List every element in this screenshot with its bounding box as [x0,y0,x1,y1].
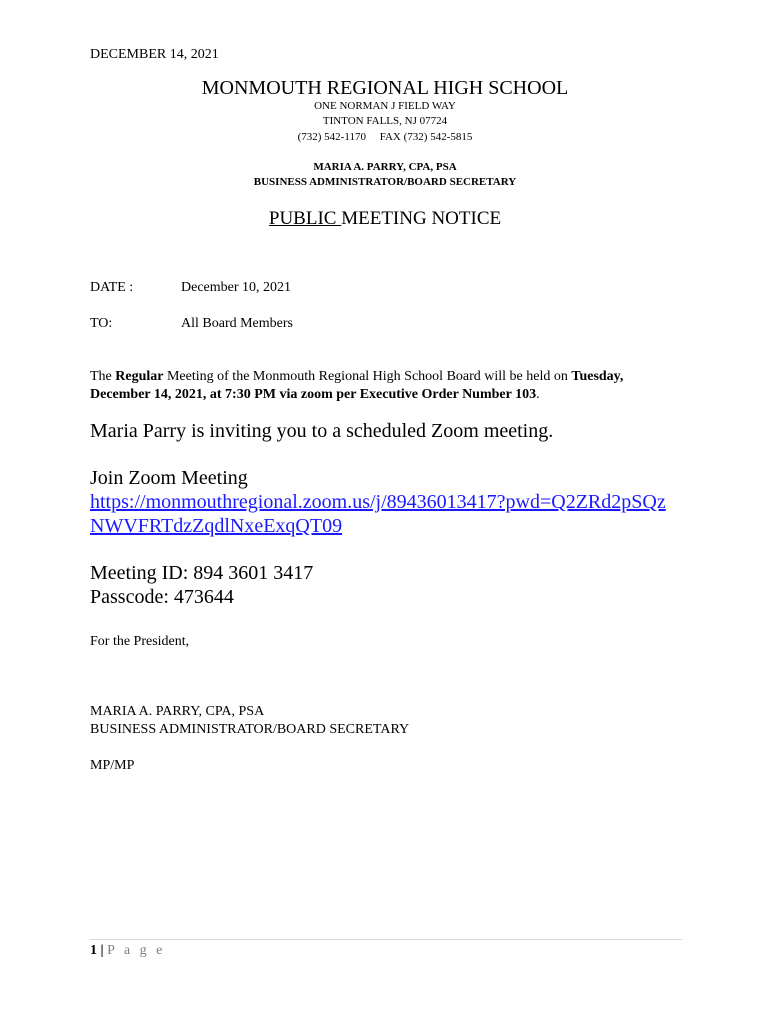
notice-title-public: PUBLIC [268,208,342,229]
for-president: For the President, [90,634,190,649]
notice-title-rest: MEETING NOTICE [341,208,502,229]
admin-title: BUSINESS ADMINISTRATOR/BOARD SECRETARY [253,176,517,188]
initials: MP/MP [90,758,135,773]
p1-text-a: The [90,369,116,384]
address-line-2: TINTON FALLS, NJ 07724 [322,115,448,127]
zoom-link-line-2[interactable]: NWVFRTdzZqdlNxeExqQT09 [90,515,343,537]
p2-date-bold: December 14, 2021, at 7:30 PM via zoom per Executive Order Number 103 [90,387,537,402]
signature-name: MARIA A. PARRY, CPA, PSA [90,704,265,719]
footer-divider [90,939,682,940]
p2-period: . [536,387,540,402]
to-value: All Board Members [181,316,293,331]
meeting-paragraph-line-1 [90,369,623,385]
page-footer [90,943,165,959]
join-zoom-label: Join Zoom Meeting [90,467,248,489]
page-number: 1 [90,943,97,958]
date-value: December 10, 2021 [181,280,292,295]
phone-fax: (732) 542-1170 FAX (732) 542-5815 [297,131,473,143]
zoom-link-line-1[interactable]: https://monmouthregional.zoom.us/j/89436013417?pwd=Q2ZRd2pSQz [90,491,666,513]
meeting-id: Meeting ID: 894 3601 3417 [90,562,314,584]
school-name: MONMOUTH REGIONAL HIGH SCHOOL [201,77,569,99]
p1-text-c: Meeting of the Monmouth Regional High School Board will be held on [163,369,572,384]
to-label: TO: [90,316,113,331]
page-separator: | [97,943,108,958]
admin-name: MARIA A. PARRY, CPA, PSA [313,161,457,173]
date-label: DATE : [90,280,134,295]
p1-regular-bold: Regular [115,369,164,384]
address-line-1: ONE NORMAN J FIELD WAY [314,100,456,112]
passcode: Passcode: 473644 [90,586,234,608]
page-word: P a g e [107,943,166,958]
signature-title: BUSINESS ADMINISTRATOR/BOARD SECRETARY [90,722,410,737]
notice-title [0,208,770,230]
letter-date: DECEMBER 14, 2021 [90,47,219,62]
zoom-invite-text: Maria Parry is inviting you to a scheduled Zoom meeting. [90,420,554,442]
meeting-paragraph-line-2 [90,387,540,403]
p1-tuesday-bold: Tuesday, [571,369,624,384]
